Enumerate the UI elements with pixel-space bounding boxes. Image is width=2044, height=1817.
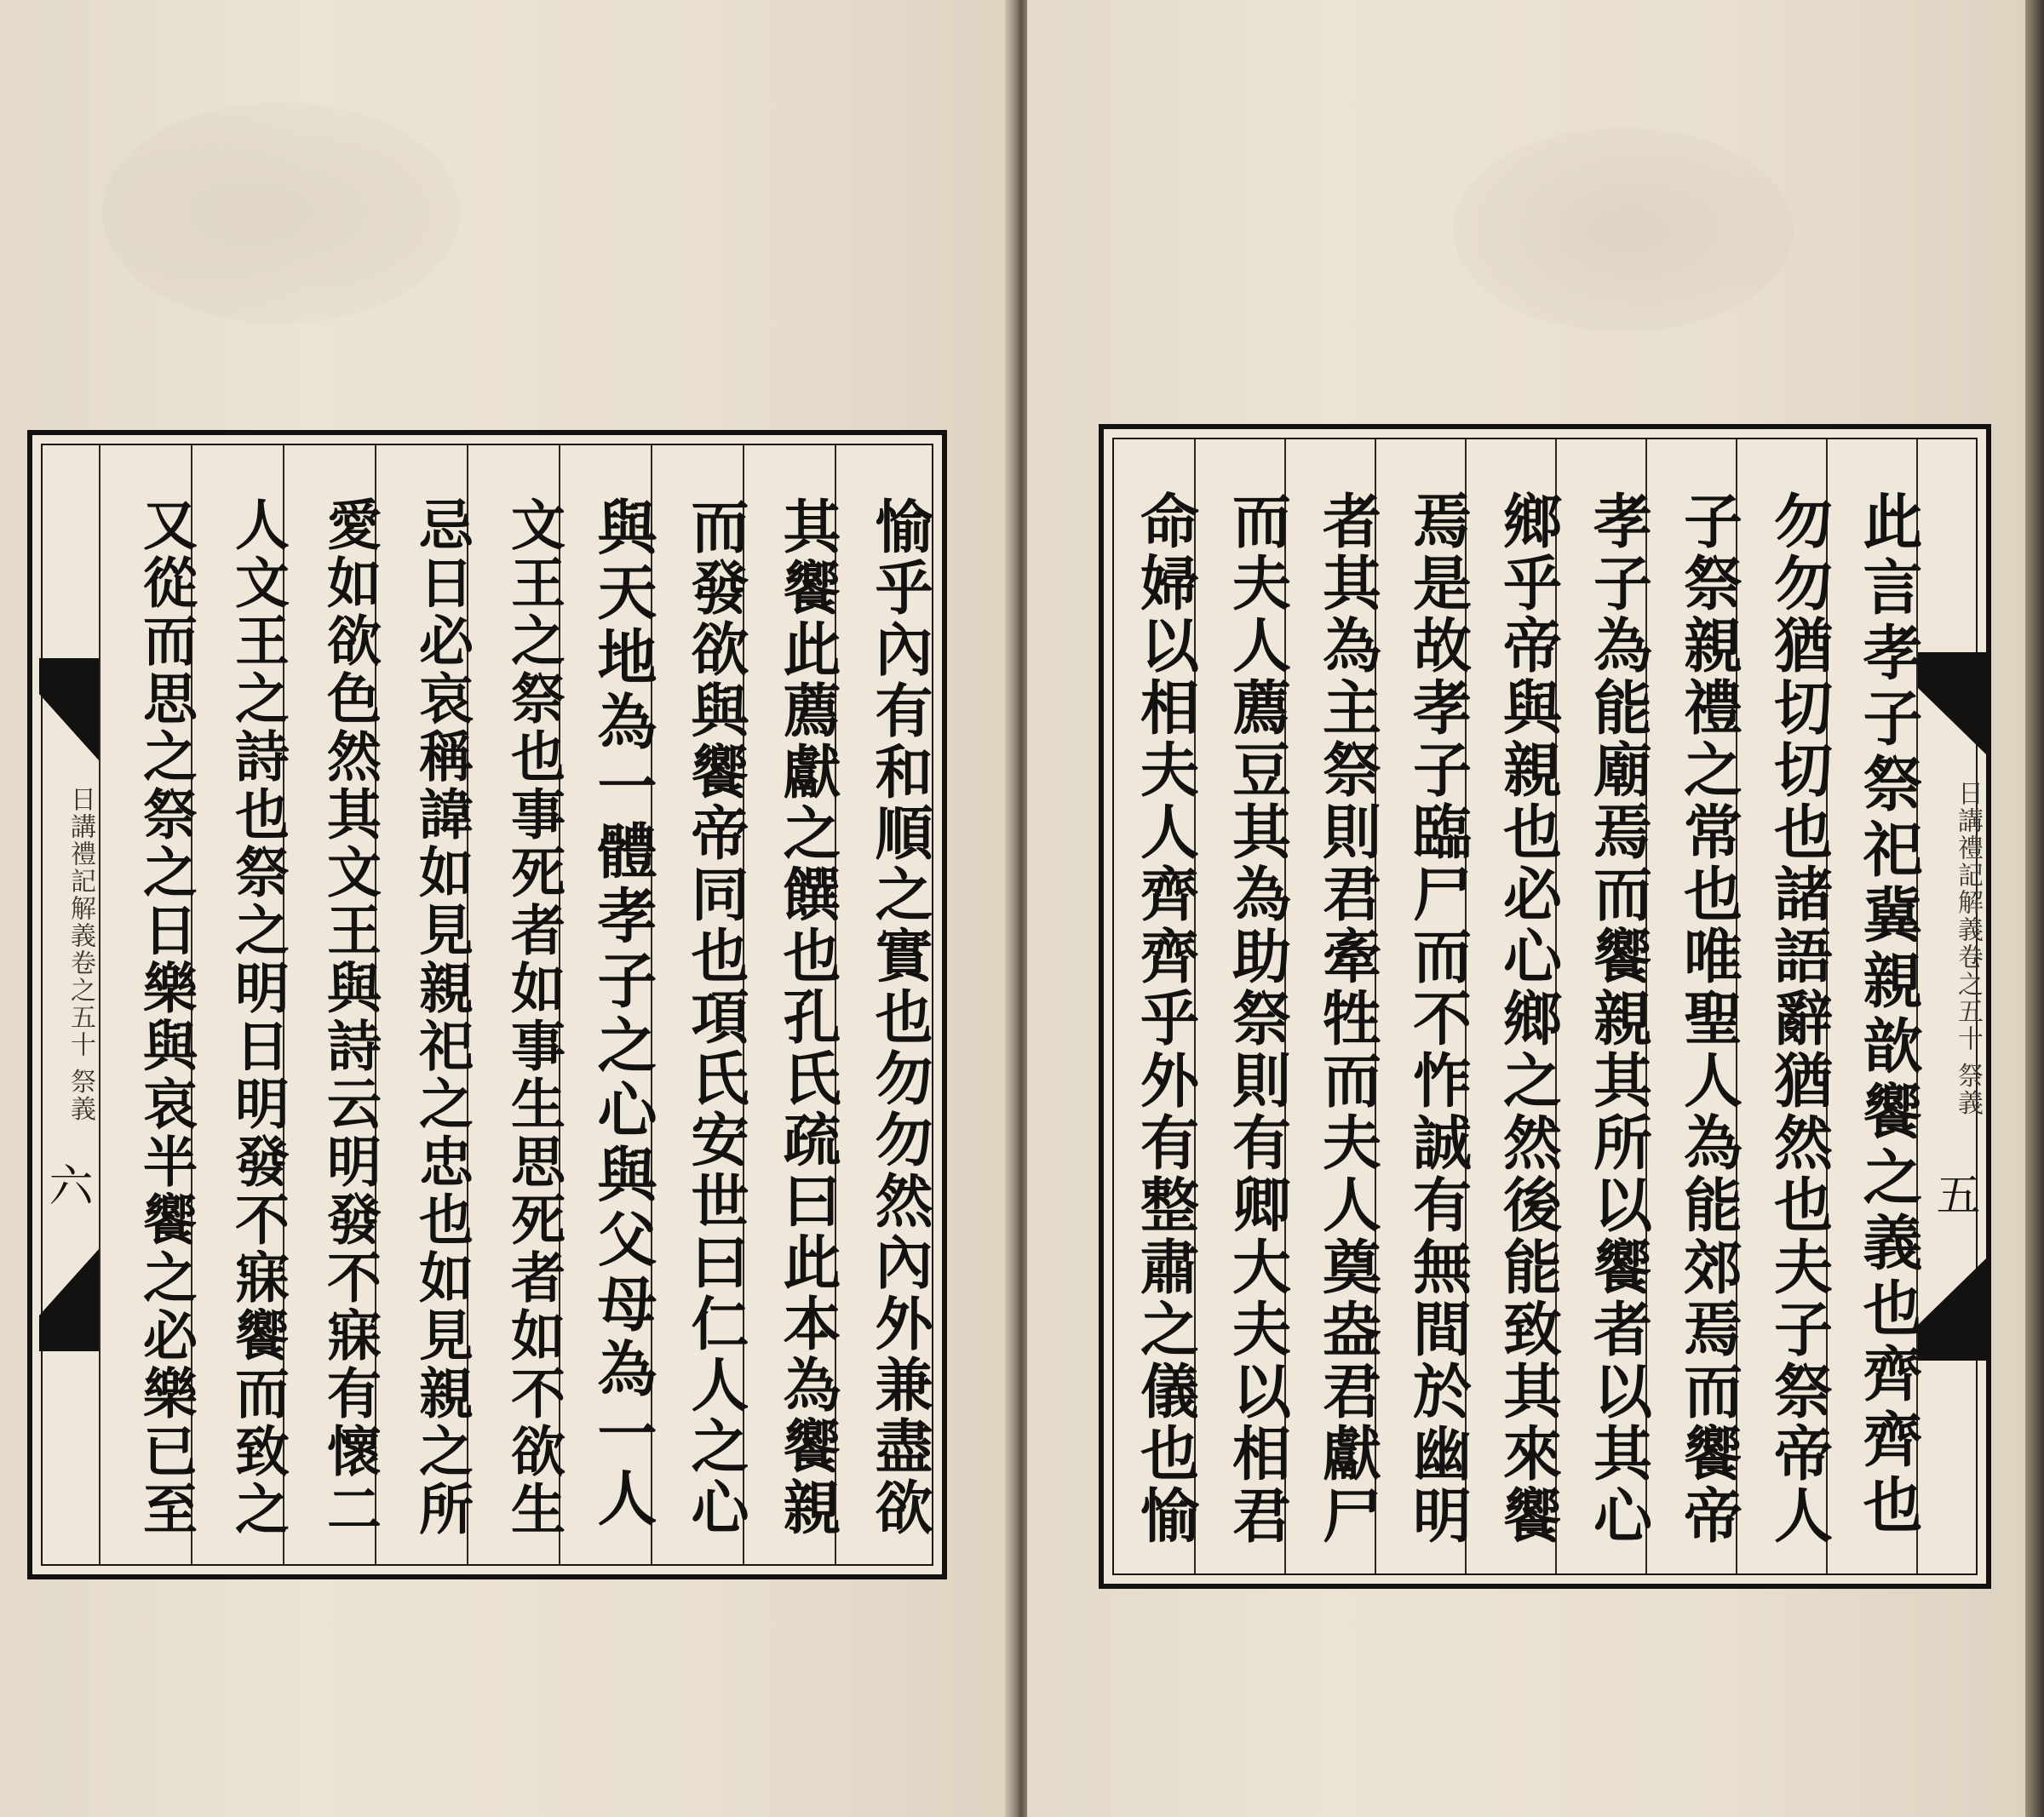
fishtail-mark [1918, 1258, 1986, 1361]
column-text: 又從而思之祭之日樂與哀半饗之必樂已至 [134, 496, 198, 1539]
text-column [1736, 439, 1833, 1573]
text-column [99, 445, 198, 1564]
fishtail-mark [39, 658, 99, 760]
text-column [559, 445, 658, 1564]
right-inner-border [1112, 438, 1983, 1575]
fishtail-mark [39, 1249, 99, 1351]
text-column [743, 445, 841, 1564]
column-text: 愛如欲色然其文王與詩云明發不寐有懷二 [318, 496, 382, 1539]
text-column [1284, 439, 1381, 1573]
column-text: 命婦以相夫人齊齊乎外有整肅之儀也愉 [1130, 490, 1199, 1547]
column-text: 孝子為能廟焉而饗親其所以饗者以其心 [1583, 490, 1652, 1547]
banxin-strip [39, 445, 100, 1564]
text-column [1112, 439, 1199, 1573]
banxin-title: 日講禮記解義卷之五十 祭義 [1953, 780, 1983, 1117]
column-text: 忌日必哀稱諱如見親祀之忠也如見親之所 [410, 496, 474, 1539]
left-text-frame [27, 430, 947, 1579]
right-page [1027, 0, 2025, 1817]
left-page [0, 0, 1015, 1817]
column-text: 其饗此薦獻之饌也孔氏疏曰此本為饗親 [773, 496, 841, 1539]
text-column [283, 445, 382, 1564]
text-column [191, 445, 290, 1564]
text-column [1645, 439, 1743, 1573]
column-text: 人文王之詩也祭之明日明發不寐饗而致之 [226, 496, 290, 1539]
column-text: 鄉乎帝與親也必心鄉之然後能致其來饗 [1493, 490, 1562, 1547]
column-text: 文王之祭也事死者如事生思死者如不欲生 [502, 496, 566, 1539]
text-column [1826, 439, 1924, 1573]
column-text: 焉是故孝子臨尸而不怍誠有無間於幽明 [1403, 490, 1472, 1547]
column-text: 愉乎內有和順之實也勿勿然內外兼盡欲 [865, 496, 933, 1539]
book-edge [2025, 0, 2044, 1817]
column-text: 而夫人薦豆其為助祭則有卿大夫以相君 [1222, 490, 1291, 1547]
text-column [1194, 439, 1291, 1573]
paper-stain [1453, 128, 1794, 332]
text-column [467, 445, 566, 1564]
text-column [1555, 439, 1652, 1573]
fishtail-mark [1918, 652, 1986, 754]
column-text: 勿勿猶切切也諸語辭猶然也夫子祭帝人 [1764, 490, 1833, 1547]
banxin-title: 日講禮記解義卷之五十 祭義 [66, 786, 95, 1123]
text-column [1465, 439, 1562, 1573]
column-text: 者其為主祭則君牽牲而夫人奠盎君獻尸 [1312, 490, 1381, 1547]
column-text: 子祭親禮之常也唯聖人為能郊焉而饗帝 [1674, 490, 1743, 1547]
folio-number: 六 [41, 1162, 92, 1207]
paper-stain [102, 102, 460, 324]
left-inner-border [41, 444, 933, 1566]
right-text-frame [1099, 424, 1991, 1589]
column-text: 而發欲與饗帝同也項氏安世曰仁人之心 [681, 496, 749, 1539]
folio-number: 五 [1928, 1172, 1979, 1216]
column-text: 與天地為一體孝子之心與父母為一人 [588, 496, 658, 1532]
column-text: 此言孝子祭祀冀親歆饗之義也齊齊也 [1853, 490, 1924, 1539]
banxin-strip [1916, 439, 1986, 1573]
text-column [835, 445, 933, 1564]
text-column [375, 445, 474, 1564]
text-column [1375, 439, 1472, 1573]
text-column [651, 445, 749, 1564]
